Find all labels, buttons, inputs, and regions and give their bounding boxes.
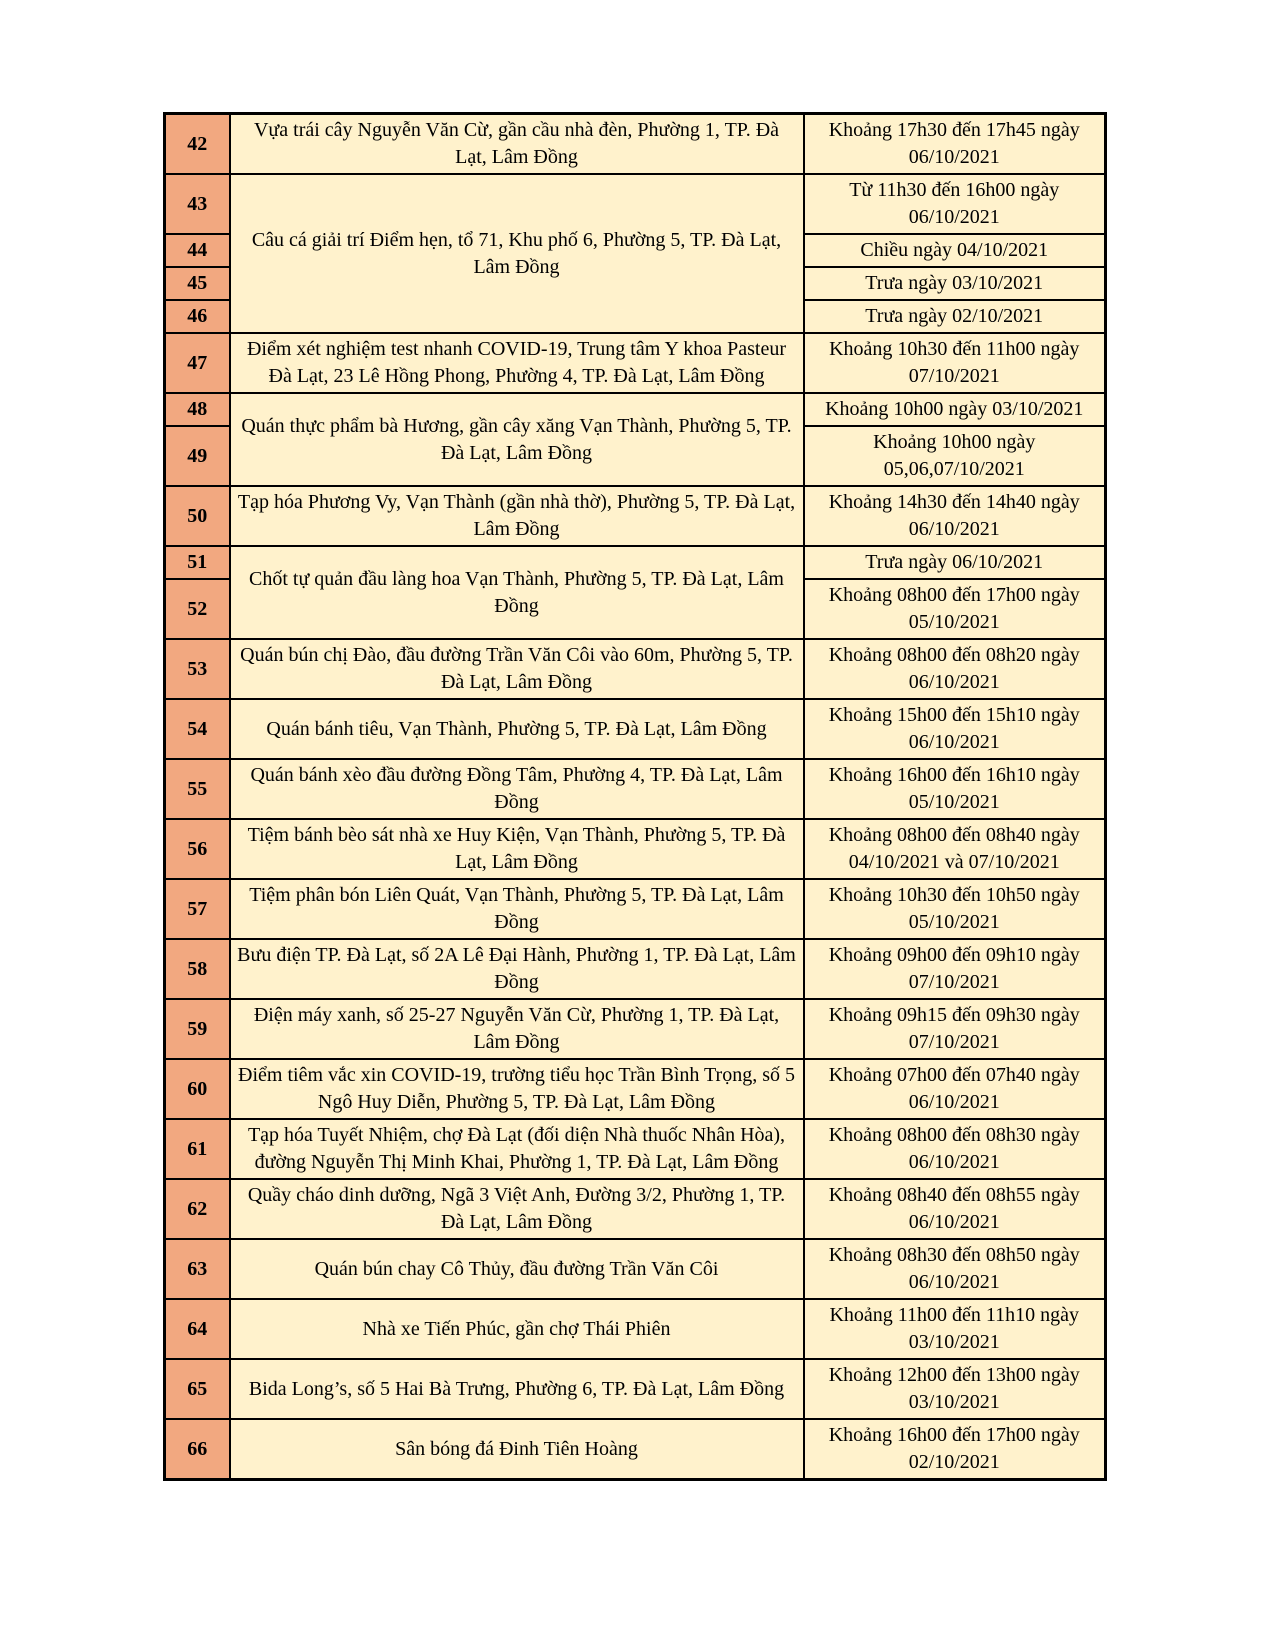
table-row [165, 1179, 1106, 1239]
location-cell: Điểm xét nghiệm test nhanh COVID-19, Trung tâm Y khoa Pasteur Đà Lạt, 23 Lê Hồng Phong, Phường 4, TP. Đà Lạt, Lâm Đồng [230, 333, 804, 393]
row-number-cell: 66 [165, 1419, 230, 1480]
time-cell: Khoảng 11h00 đến 11h10 ngày 03/10/2021 [804, 1299, 1106, 1359]
time-cell: Khoảng 07h00 đến 07h40 ngày 06/10/2021 [804, 1059, 1106, 1119]
location-cell: Tiệm phân bón Liên Quát, Vạn Thành, Phường 5, TP. Đà Lạt, Lâm Đồng [230, 879, 804, 939]
time-cell: Khoảng 14h30 đến 14h40 ngày 06/10/2021 [804, 486, 1106, 546]
row-number-cell: 57 [165, 879, 230, 939]
table-row [165, 759, 1106, 819]
table-row [165, 939, 1106, 999]
table-row [165, 1419, 1106, 1480]
time-cell: Từ 11h30 đến 16h00 ngày 06/10/2021 [804, 174, 1106, 234]
row-number-cell: 63 [165, 1239, 230, 1299]
row-number-cell: 52 [165, 579, 230, 639]
table-row [165, 639, 1106, 699]
location-cell: Quán bánh xèo đầu đường Đồng Tâm, Phường 4, TP. Đà Lạt, Lâm Đồng [230, 759, 804, 819]
row-number-cell: 55 [165, 759, 230, 819]
row-number-cell: 47 [165, 333, 230, 393]
time-cell: Khoảng 17h30 đến 17h45 ngày 06/10/2021 [804, 114, 1106, 175]
table-row [165, 333, 1106, 393]
location-cell: Điểm tiêm vắc xin COVID-19, trường tiểu học Trần Bình Trọng, số 5 Ngô Huy Diễn, Phường 5, TP. Đà Lạt, Lâm Đồng [230, 1059, 804, 1119]
row-number-cell: 59 [165, 999, 230, 1059]
location-cell: Tạp hóa Tuyết Nhiệm, chợ Đà Lạt (đối diện Nhà thuốc Nhân Hòa), đường Nguyễn Thị Minh Khai, Phường 1, TP. Đà Lạt, Lâm Đồng [230, 1119, 804, 1179]
table-row [165, 1359, 1106, 1419]
time-cell: Khoảng 12h00 đến 13h00 ngày 03/10/2021 [804, 1359, 1106, 1419]
time-cell: Khoảng 08h00 đến 08h20 ngày 06/10/2021 [804, 639, 1106, 699]
location-cell: Quán bún chị Đào, đầu đường Trần Văn Côi vào 60m, Phường 5, TP. Đà Lạt, Lâm Đồng [230, 639, 804, 699]
row-number-cell: 64 [165, 1299, 230, 1359]
table-row [165, 114, 1106, 175]
row-number-cell: 46 [165, 300, 230, 333]
table-row [165, 879, 1106, 939]
table-row [165, 1119, 1106, 1179]
time-cell: Khoảng 09h15 đến 09h30 ngày 07/10/2021 [804, 999, 1106, 1059]
table-row [165, 819, 1106, 879]
contact-tracing-table-body [165, 114, 1106, 1480]
time-cell: Trưa ngày 03/10/2021 [804, 267, 1106, 300]
time-cell: Khoảng 08h00 đến 08h30 ngày 06/10/2021 [804, 1119, 1106, 1179]
time-cell: Chiều ngày 04/10/2021 [804, 234, 1106, 267]
location-cell: Chốt tự quản đầu làng hoa Vạn Thành, Phường 5, TP. Đà Lạt, Lâm Đồng [230, 546, 804, 639]
time-cell: Khoảng 08h30 đến 08h50 ngày 06/10/2021 [804, 1239, 1106, 1299]
location-cell: Quán thực phẩm bà Hương, gần cây xăng Vạn Thành, Phường 5, TP. Đà Lạt, Lâm Đồng [230, 393, 804, 486]
location-cell: Điện máy xanh, số 25-27 Nguyễn Văn Cừ, Phường 1, TP. Đà Lạt, Lâm Đồng [230, 999, 804, 1059]
location-cell: Quán bún chay Cô Thủy, đầu đường Trần Văn Côi [230, 1239, 804, 1299]
row-number-cell: 42 [165, 114, 230, 175]
location-cell: Câu cá giải trí Điểm hẹn, tổ 71, Khu phố 6, Phường 5, TP. Đà Lạt, Lâm Đồng [230, 174, 804, 333]
table-row [165, 393, 1106, 426]
row-number-cell: 43 [165, 174, 230, 234]
table-row [165, 174, 1106, 234]
time-cell: Trưa ngày 02/10/2021 [804, 300, 1106, 333]
row-number-cell: 53 [165, 639, 230, 699]
table-row [165, 486, 1106, 546]
time-cell: Khoảng 16h00 đến 17h00 ngày 02/10/2021 [804, 1419, 1106, 1480]
row-number-cell: 49 [165, 426, 230, 486]
time-cell: Khoảng 09h00 đến 09h10 ngày 07/10/2021 [804, 939, 1106, 999]
location-cell: Tạp hóa Phương Vy, Vạn Thành (gần nhà thờ), Phường 5, TP. Đà Lạt, Lâm Đồng [230, 486, 804, 546]
location-cell: Bưu điện TP. Đà Lạt, số 2A Lê Đại Hành, Phường 1, TP. Đà Lạt, Lâm Đồng [230, 939, 804, 999]
row-number-cell: 56 [165, 819, 230, 879]
row-number-cell: 65 [165, 1359, 230, 1419]
time-cell: Khoảng 10h00 ngày 05,06,07/10/2021 [804, 426, 1106, 486]
table-row [165, 999, 1106, 1059]
location-cell: Quầy cháo dinh dưỡng, Ngã 3 Việt Anh, Đường 3/2, Phường 1, TP. Đà Lạt, Lâm Đồng [230, 1179, 804, 1239]
location-cell: Quán bánh tiêu, Vạn Thành, Phường 5, TP. Đà Lạt, Lâm Đồng [230, 699, 804, 759]
row-number-cell: 50 [165, 486, 230, 546]
row-number-cell: 48 [165, 393, 230, 426]
table-row [165, 1059, 1106, 1119]
table-row [165, 699, 1106, 759]
table-row [165, 1299, 1106, 1359]
row-number-cell: 44 [165, 234, 230, 267]
time-cell: Khoảng 10h30 đến 11h00 ngày 07/10/2021 [804, 333, 1106, 393]
time-cell: Trưa ngày 06/10/2021 [804, 546, 1106, 579]
row-number-cell: 51 [165, 546, 230, 579]
location-cell: Tiệm bánh bèo sát nhà xe Huy Kiện, Vạn Thành, Phường 5, TP. Đà Lạt, Lâm Đồng [230, 819, 804, 879]
row-number-cell: 45 [165, 267, 230, 300]
location-cell: Sân bóng đá Đinh Tiên Hoàng [230, 1419, 804, 1480]
row-number-cell: 62 [165, 1179, 230, 1239]
time-cell: Khoảng 08h00 đến 08h40 ngày 04/10/2021 và 07/10/2021 [804, 819, 1106, 879]
time-cell: Khoảng 08h40 đến 08h55 ngày 06/10/2021 [804, 1179, 1106, 1239]
row-number-cell: 60 [165, 1059, 230, 1119]
row-number-cell: 54 [165, 699, 230, 759]
location-cell: Vựa trái cây Nguyễn Văn Cừ, gần cầu nhà đèn, Phường 1, TP. Đà Lạt, Lâm Đồng [230, 114, 804, 175]
table-row [165, 546, 1106, 579]
time-cell: Khoảng 10h30 đến 10h50 ngày 05/10/2021 [804, 879, 1106, 939]
time-cell: Khoảng 15h00 đến 15h10 ngày 06/10/2021 [804, 699, 1106, 759]
contact-tracing-table [163, 112, 1107, 1481]
row-number-cell: 61 [165, 1119, 230, 1179]
location-cell: Nhà xe Tiến Phúc, gần chợ Thái Phiên [230, 1299, 804, 1359]
table-row [165, 1239, 1106, 1299]
row-number-cell: 58 [165, 939, 230, 999]
location-cell: Bida Long’s, số 5 Hai Bà Trưng, Phường 6, TP. Đà Lạt, Lâm Đồng [230, 1359, 804, 1419]
time-cell: Khoảng 16h00 đến 16h10 ngày 05/10/2021 [804, 759, 1106, 819]
time-cell: Khoảng 10h00 ngày 03/10/2021 [804, 393, 1106, 426]
time-cell: Khoảng 08h00 đến 17h00 ngày 05/10/2021 [804, 579, 1106, 639]
